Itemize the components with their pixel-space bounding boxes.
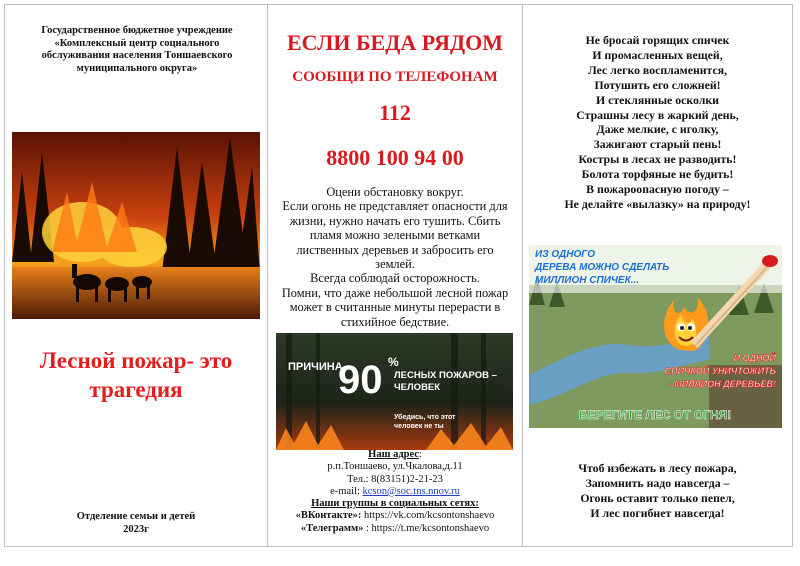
- poster-percent-sign: %: [388, 355, 399, 369]
- email-row: [268, 486, 522, 498]
- phone-line: Тел.: 8(83151)2-21-23: [347, 473, 443, 485]
- poster-percent-value: 90: [338, 358, 383, 402]
- poem-line: Чтоб избежать в лесу пожара,: [578, 461, 737, 475]
- advice-text: [271, 185, 519, 329]
- address-heading-colon: :: [418, 449, 422, 460]
- year: 2023г: [123, 523, 149, 535]
- match-poster: [529, 245, 782, 428]
- department-footer: [10, 511, 262, 536]
- vk-link[interactable]: https://vk.com/kcsontonshaevo: [361, 510, 495, 522]
- org-line: «Комплексный центр социального: [54, 37, 220, 49]
- poem-line: Даже мелкие, с иголку,: [596, 122, 719, 137]
- middle-panel: [268, 4, 522, 547]
- poem-line: Не делайте «вылазку» на природу!: [564, 196, 751, 211]
- advice-line: Если огонь не представляет опасности для: [282, 199, 508, 214]
- closing-poem: [528, 461, 787, 521]
- address-heading: Наш адрес: [368, 449, 419, 460]
- email-link[interactable]: kcson@soc.tns.nnov.ru: [362, 485, 460, 497]
- poster-top3: МИЛЛИОН СПИЧЕК...: [535, 275, 640, 286]
- headline: [10, 346, 262, 404]
- poster-top2: ДЕРЕВА МОЖНО СДЕЛАТЬ: [535, 262, 670, 273]
- poster-mid1: И ОДНОЙ: [733, 353, 776, 363]
- advice-line: пламя можно зелеными ветками: [309, 228, 481, 243]
- poster-note2: человек не ты: [394, 423, 444, 430]
- poster-top1: ИЗ ОДНОГО: [535, 249, 596, 260]
- poem-line: И промасленных вещей,: [592, 47, 723, 62]
- department-name: Отделение семьи и детей: [76, 511, 196, 522]
- poem-line: Зажигают старый пень!: [593, 137, 722, 152]
- org-line: муниципального округа»: [76, 62, 198, 74]
- poem-line: Страшны лесу в жаркий день,: [576, 107, 739, 122]
- poem-line: И стеклянные осколки: [596, 92, 719, 107]
- poem-line: Не бросай горящих спичек: [585, 33, 730, 47]
- telegram-label: «Телеграмм»: [300, 522, 364, 534]
- poster-note1: Убедись, что этот: [394, 414, 456, 421]
- advice-line: жизни, нужно начать его тушить. Сбить: [289, 213, 501, 228]
- org-line: Государственное бюджетное учреждение: [41, 25, 233, 36]
- org-line: обслуживания населения Тоншаевского: [41, 50, 233, 61]
- poem-line: Потушить его сложней!: [594, 77, 721, 92]
- poster-mid3: - МИЛЛИОН ДЕРЕВЬЕВ!: [668, 379, 776, 389]
- left-panel: [5, 4, 267, 547]
- advice-line: может в считанные минуты перерасти в: [289, 300, 501, 315]
- advice-line: стихийное бедствие.: [340, 314, 450, 329]
- forest-fire-illustration: [12, 132, 260, 319]
- fire-cause-poster: [276, 333, 513, 450]
- advice-line: Помни, что даже небольшой лесной пожар: [281, 285, 509, 300]
- emergency-title: ЕСЛИ БЕДА РЯДОМ: [286, 30, 503, 55]
- poster-cause-label: ПРИЧИНА: [288, 361, 343, 373]
- poem-line: Костры в лесах не разводить!: [578, 152, 737, 167]
- poster-bottom: БЕРЕГИТЕ ЛЕС ОТ ОГНЯ!: [578, 408, 732, 422]
- telegram-row: [268, 523, 522, 535]
- match-poster-svg: [529, 245, 782, 428]
- poster-line1: ЛЕСНЫХ ПОЖАРОВ –: [394, 370, 497, 381]
- fire-cause-poster-svg: [276, 333, 513, 450]
- poem-line: Огонь оставит только пепел,: [580, 491, 735, 505]
- address-heading-row: [268, 449, 522, 461]
- advice-line: Всегда соблюдай осторожность.: [310, 271, 480, 286]
- phone-112: 112: [379, 100, 411, 125]
- organization-name: [19, 25, 255, 75]
- vk-label: «ВКонтакте»:: [295, 510, 362, 522]
- poster-mid2: СПИЧКОЙ УНИЧТОЖИТЬ: [664, 366, 776, 376]
- poem-line: И лес погибнет навсегда!: [590, 506, 725, 520]
- headline-line: Лесной пожар- это: [39, 348, 233, 373]
- forest-fire-svg: [12, 132, 260, 319]
- poster-line2: ЧЕЛОВЕК: [394, 382, 441, 393]
- emergency-subtitle: СООБЩИ ПО ТЕЛЕФОНАМ: [292, 69, 498, 85]
- advice-line: лиственных деревьев и забросить его: [296, 242, 494, 257]
- right-panel: [523, 4, 792, 547]
- advice-line: землей.: [375, 257, 415, 272]
- address-line: р.п.Тоншаево, ул.Чкалова,д.11: [327, 461, 463, 473]
- social-heading: Наши группы в социальных сетях:: [311, 498, 479, 510]
- vk-row: [268, 510, 522, 522]
- safety-poem: [528, 33, 787, 212]
- poem-line: Лес легко воспламенится,: [587, 62, 728, 77]
- contact-block: [268, 449, 522, 535]
- poem-line: Болота торфяные не будить!: [581, 167, 734, 182]
- poem-line: В пожароопасную погоду –: [586, 182, 729, 197]
- telegram-link[interactable]: : https://t.me/kcsontonshaevo: [363, 522, 490, 534]
- advice-line: Оцени обстановку вокруг.: [326, 185, 464, 199]
- headline-line: трагедия: [89, 377, 183, 402]
- email-label: e-mail:: [330, 485, 363, 497]
- poem-line: Запомнить надо навсегда –: [585, 476, 730, 490]
- phone-hotline: 8800 100 94 00: [326, 145, 464, 170]
